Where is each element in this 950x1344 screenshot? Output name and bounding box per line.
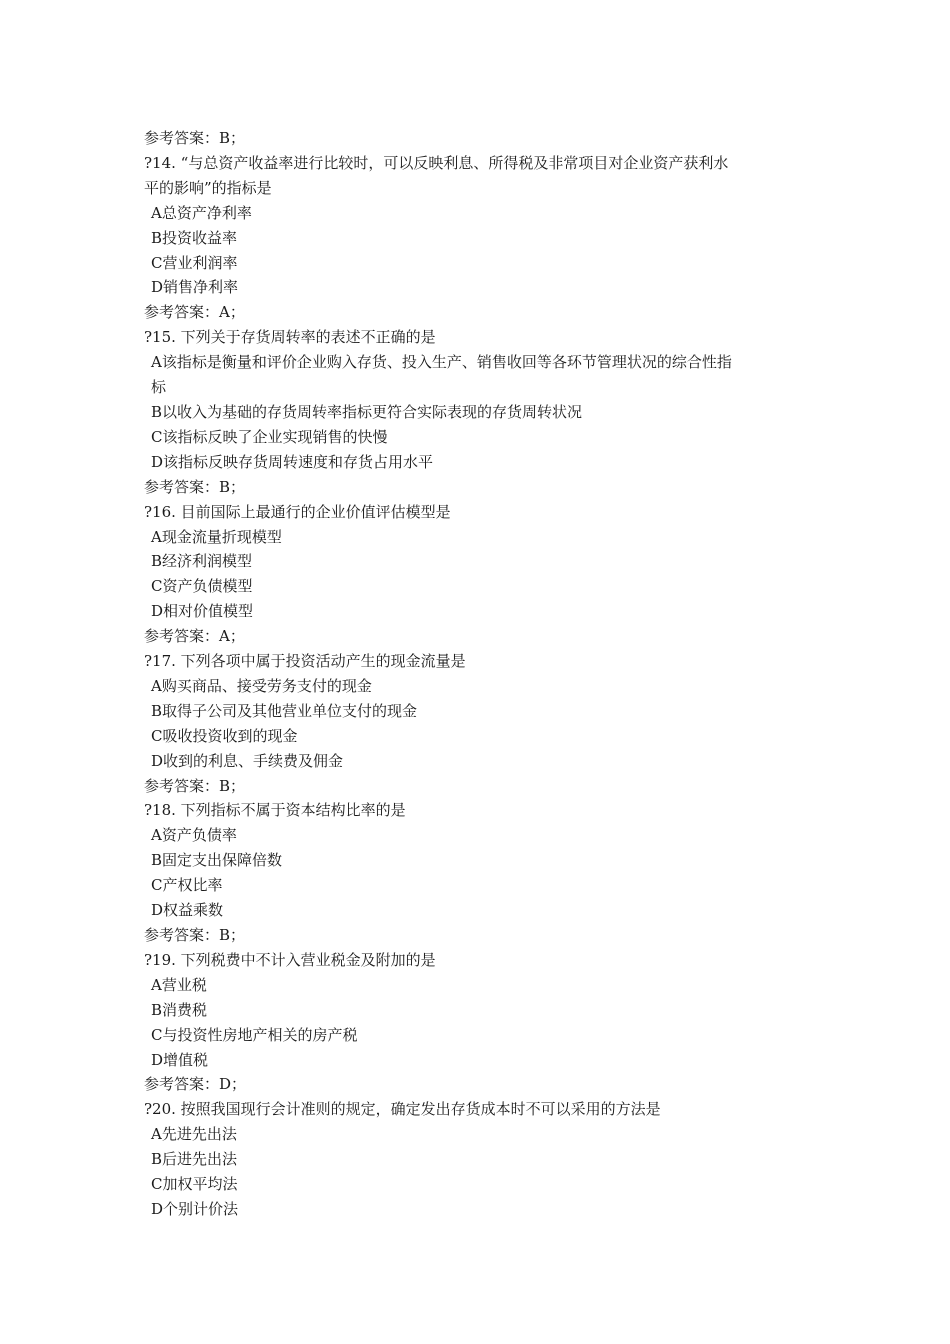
- question-text: [144, 151, 824, 201]
- option-text: D权益乘数: [151, 901, 224, 920]
- answer-line: [144, 126, 824, 151]
- option-text: A资产负债率: [151, 826, 237, 845]
- option-text: D销售净利率: [151, 278, 239, 297]
- option-item: [144, 275, 824, 300]
- option-text: A总资产净利率: [151, 203, 252, 222]
- option-text: C吸收投资收到的现金: [151, 726, 298, 745]
- answer-line: [144, 475, 824, 500]
- question-text: ?18. 下列指标不属于资本结构比率的是: [144, 801, 406, 820]
- option-text: C加权平均法: [151, 1175, 238, 1194]
- option-item: [144, 549, 824, 574]
- answer-line: [144, 1072, 824, 1097]
- option-item: [144, 1122, 824, 1147]
- answer-text: 参考答案：B；: [144, 477, 246, 496]
- question-text: [144, 1097, 824, 1122]
- option-text: A现金流量折现模型: [151, 527, 282, 546]
- option-item: [144, 226, 824, 251]
- answer-line: [144, 923, 824, 948]
- question-continuation: 平的影响”的指标是: [144, 178, 272, 197]
- option-text: D增值税: [151, 1050, 209, 1069]
- option-text: A营业税: [151, 975, 207, 994]
- question-text: ?16. 目前国际上最通行的企业价值评估模型是: [144, 502, 451, 521]
- option-text: B固定支出保障倍数: [151, 851, 283, 870]
- option-text: A该指标是衡量和评价企业购入存货、投入生产、销售收回等各环节管理状况的综合性指: [151, 353, 732, 372]
- document-page: [144, 126, 824, 1222]
- option-text: B经济利润模型: [151, 552, 253, 571]
- answer-text: 参考答案：D；: [144, 1075, 247, 1094]
- question-text: ?17. 下列各项中属于投资活动产生的现金流量是: [144, 652, 466, 671]
- option-item: [144, 873, 824, 898]
- answer-text: 参考答案：A；: [144, 627, 245, 646]
- option-item: [144, 525, 824, 550]
- option-item: [144, 749, 824, 774]
- option-item: [144, 201, 824, 226]
- option-text: C营业利润率: [151, 253, 238, 272]
- answer-text: 参考答案：B；: [144, 129, 246, 147]
- option-text: D相对价值模型: [151, 602, 254, 621]
- question-text: ?19. 下列税费中不计入营业税金及附加的是: [144, 950, 436, 969]
- option-item: [144, 898, 824, 923]
- answer-line: [144, 774, 824, 799]
- option-item: [144, 350, 824, 400]
- question-text: [144, 500, 824, 525]
- question-text: [144, 948, 824, 973]
- answer-text: 参考答案：B；: [144, 776, 246, 795]
- option-item: [144, 425, 824, 450]
- option-text: A先进先出法: [151, 1125, 237, 1144]
- option-text: D该指标反映存货周转速度和存货占用水平: [151, 452, 434, 471]
- option-text: B投资收益率: [151, 228, 238, 247]
- option-item: [144, 848, 824, 873]
- option-item: [144, 400, 824, 425]
- question-text: ?14. “与总资产收益率进行比较时，可以反映利息、所得税及非常项目对企业资产获利水: [144, 153, 729, 172]
- option-item: [144, 1172, 824, 1197]
- answer-text: 参考答案：A；: [144, 303, 245, 322]
- option-text: B以收入为基础的存货周转率指标更符合实际表现的存货周转状况: [151, 402, 583, 421]
- question-text: [144, 325, 824, 350]
- option-item: [144, 699, 824, 724]
- option-text: D收到的利息、手续费及佣金: [151, 751, 344, 770]
- option-item: [144, 973, 824, 998]
- question-text: ?15. 下列关于存货周转率的表述不正确的是: [144, 328, 436, 347]
- option-item: [144, 998, 824, 1023]
- option-item: [144, 599, 824, 624]
- answer-text: 参考答案：B；: [144, 926, 246, 944]
- question-text: ?20. 按照我国现行会计准则的规定，确定发出存货成本时不可以采用的方法是: [144, 1100, 661, 1119]
- option-item: [144, 251, 824, 276]
- option-text: C产权比率: [151, 876, 223, 895]
- option-item: [144, 574, 824, 599]
- option-text: C该指标反映了企业实现销售的快慢: [151, 427, 388, 446]
- option-item: [144, 1023, 824, 1048]
- option-text: C资产负债模型: [151, 577, 253, 596]
- option-item: [144, 1147, 824, 1172]
- option-item: [144, 1048, 824, 1073]
- option-text: B后进先出法: [151, 1150, 238, 1169]
- question-text: [144, 798, 824, 823]
- option-item: [144, 674, 824, 699]
- option-item: [144, 1197, 824, 1222]
- option-item: [144, 450, 824, 475]
- option-continuation: 标: [151, 378, 167, 397]
- answer-line: [144, 300, 824, 325]
- option-text: C与投资性房地产相关的房产税: [151, 1025, 358, 1044]
- question-text: [144, 649, 824, 674]
- answer-line: [144, 624, 824, 649]
- option-text: D个别计价法: [151, 1199, 239, 1218]
- option-item: [144, 823, 824, 848]
- option-text: B消费税: [151, 1000, 208, 1019]
- option-text: A购买商品、接受劳务支付的现金: [151, 676, 372, 695]
- option-text: B取得子公司及其他营业单位支付的现金: [151, 701, 418, 720]
- option-item: [144, 724, 824, 749]
